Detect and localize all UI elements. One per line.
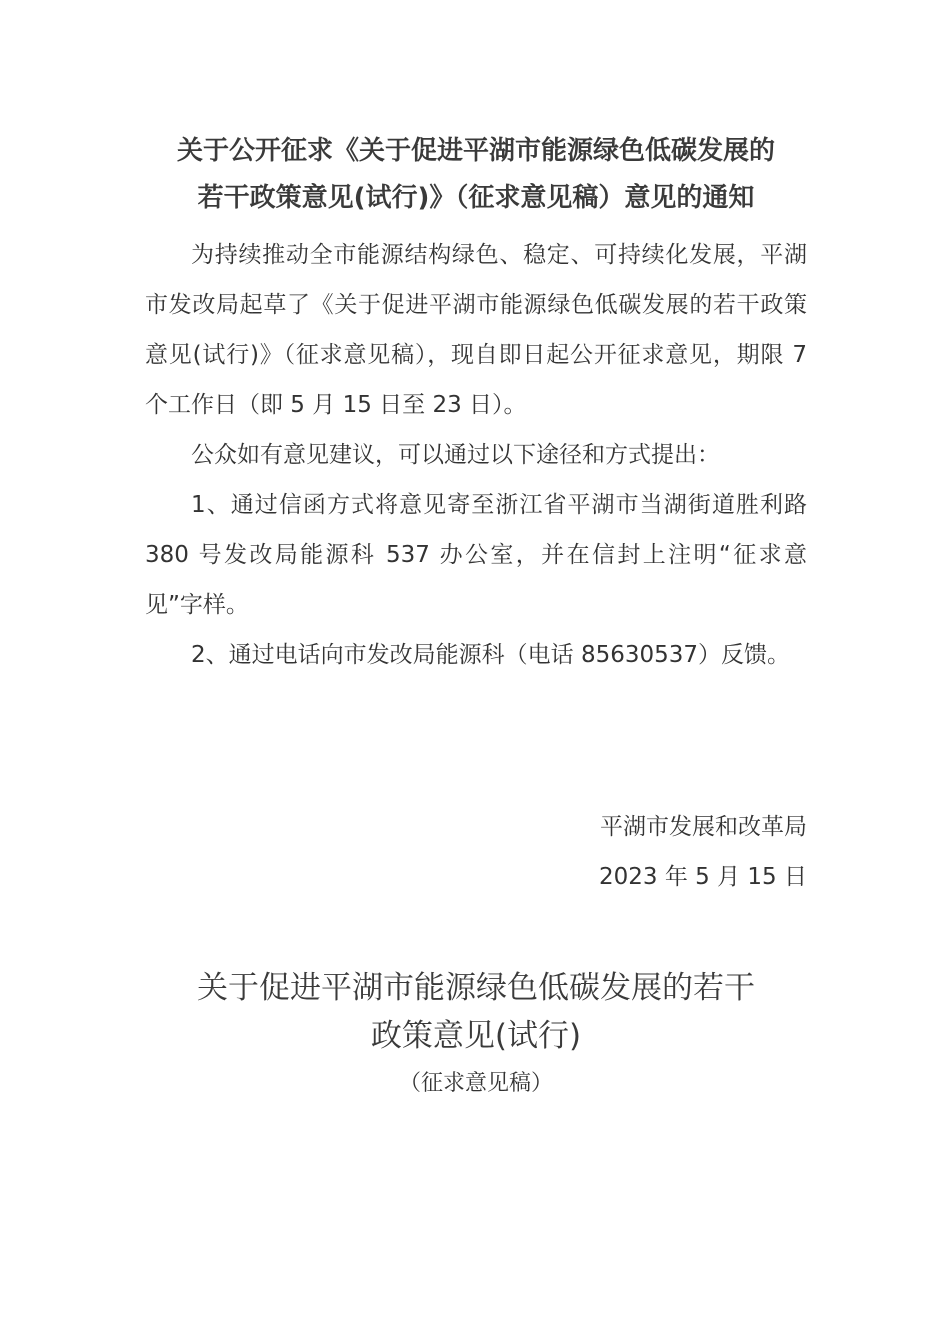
notice-title (145, 128, 807, 222)
document-page (145, 128, 807, 1106)
policy-title (145, 964, 807, 1060)
notice-title-line-1: 关于公开征求《关于促进平湖市能源绿色低碳发展的 (176, 136, 775, 166)
signature-block (145, 802, 807, 902)
policy-title-line-1: 关于促进平湖市能源绿色低碳发展的若干 (197, 970, 755, 1006)
notice-title-line-2: 若干政策意见(试行)》（征求意见稿）意见的通知 (197, 183, 755, 213)
policy-title-line-2: 政策意见(试行) (370, 1018, 582, 1054)
signature-org: 平湖市发展和改革局 (600, 814, 807, 840)
notice-paragraph-phone: 2、通过电话向市发改局能源科（电话 85630537）反馈。 (191, 642, 791, 668)
notice-paragraph-intro: 为持续推动全市能源结构绿色、稳定、可持续化发展，平湖市发改局起草了《关于促进平湖市能源绿色低碳发展的若干政策意见(试行)》（征求意见稿），现自即日起公开征求意见，期限 7 个工作日（即 5 月 15 日至 23 日）。 (145, 242, 807, 418)
notice-body (145, 230, 807, 680)
notice-paragraph-letter: 1、通过信函方式将意见寄至浙江省平湖市当湖街道胜利路 380 号发改局能源科 537 办公室，并在信封上注明“征求意见”字样。 (145, 492, 807, 618)
signature-date: 2023 年 5 月 15 日 (599, 864, 807, 890)
notice-paragraph-channels: 公众如有意见建议，可以通过以下途径和方式提出： (191, 442, 720, 468)
policy-subtitle: （征求意见稿） (398, 1071, 553, 1096)
